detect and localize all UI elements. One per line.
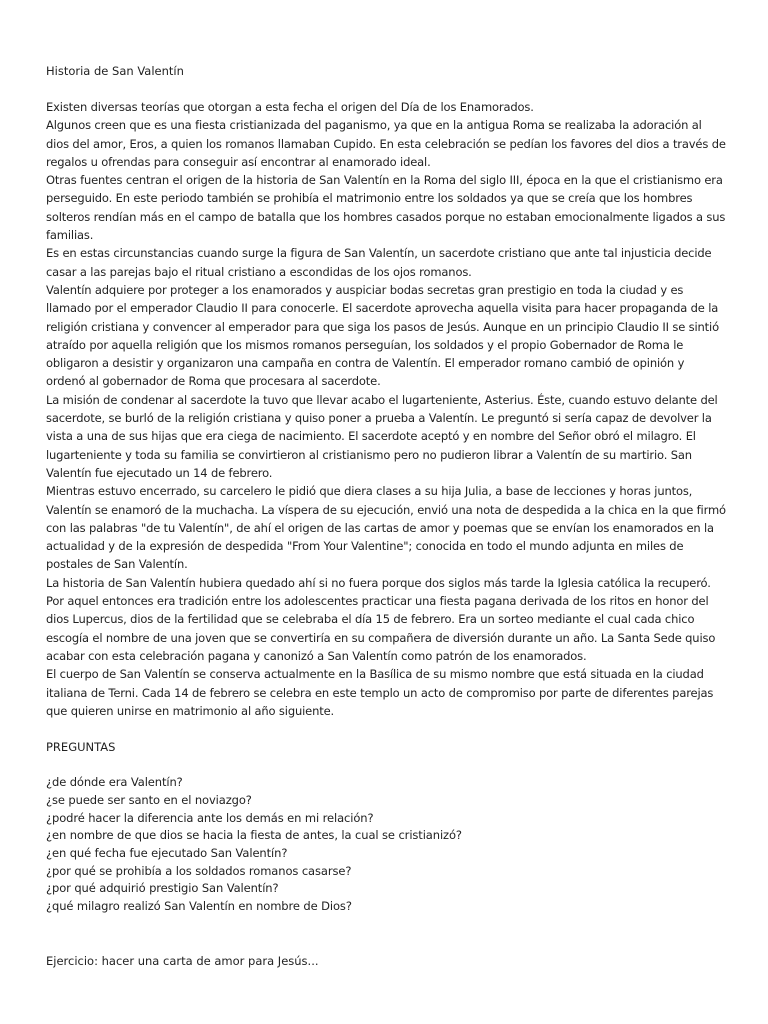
paragraph: Es en estas circunstancias cuando surge la figura de San Valentín, un sacerdote cristiano que ante tal injusticia decide casar a las parejas bajo el ritual cristiano a escondidas de los ojos romanos. [46,246,712,279]
paragraph: Otras fuentes centran el origen de la historia de San Valentín en la Roma del siglo III, época en la que el cristianismo era perseguido. En este periodo también se prohibía el matrimonio entre los soldados ya que se creía que los hombres solteros rendían más en el campo de batalla que los hombres casados porque no estaban emocionalmente ligados a sus familias. [46,173,726,243]
paragraph: Mientras estuvo encerrado, su carcelero le pidió que diera clases a su hija Julia, a base de lecciones y horas juntos, Valentín se enamoró de la muchacha. La víspera de su ejecución, envió una nota de despedida a la chica en la que firmó con las palabras "de tu Valentín", de ahí el origen de las cartas de amor y poemas que se envían los enamorados en la actualidad y de la expresión de despedida "From Your Valentine"; conocida en todo el mundo adjunta en miles de postales de San Valentín. [46,484,726,572]
questions-heading: PREGUNTAS [46,740,116,755]
paragraph: Algunos creen que es una fiesta cristianizada del paganismo, ya que en la antigua Roma se realizaba la adoración al dios del amor, Eros, a quien los romanos llamaban Cupido. En esta celebración se pedían los favores del dios a través de regalos u ofrendas para conseguir así encontrar al enamorado ideal. [46,118,726,169]
document-body [46,98,726,720]
question-item: ¿de dónde era Valentín? [46,775,183,790]
question-item: ¿en nombre de que dios se hacia la fiesta de antes, la cual se cristianizó? [46,828,462,843]
paragraph: Existen diversas teorías que otorgan a esta fecha el origen del Día de los Enamorados. [46,100,534,114]
paragraph: La historia de San Valentín hubiera quedado ahí si no fuera porque dos siglos más tarde la Iglesia católica la recuperó. Por aquel entonces era tradición entre los adolescentes practicar una fiesta pagana derivada de los ritos en honor del dios Lupercus, dios de la fertilidad que se celebraba el día 15 de febrero. Era un sorteo mediante el cual cada chico escogía el nombre de una joven que se convertiría en su compañera de diversión durante un año. La Santa Sede quiso acabar con esta celebración pagana y canonizó a San Valentín como patrón de los enamorados. [46,575,716,663]
questions-list [46,774,726,916]
question-item: ¿qué milagro realizó San Valentín en nombre de Dios? [46,899,352,914]
question-item: ¿en qué fecha fue ejecutado San Valentín? [46,845,288,860]
question-item: ¿por qué adquirió prestigio San Valentín? [46,881,279,896]
document-title: Historia de San Valentín [46,64,184,78]
paragraph: Valentín adquiere por proteger a los enamorados y auspiciar bodas secretas gran prestigio en toda la ciudad y es llamado por el emperador Claudio II para conocerle. El sacerdote aprovecha aquella visita para hacer propaganda de la religión cristiana y convencer al emperador para que siga los pasos de Jesús. Aunque en un principio Claudio II se sintió atraído por aquella religión que los mismos romanos perseguían, los soldados y el propio Gobernador de Roma le obligaron a desistir y organizaron una campaña en contra de Valentín. El emperador romano cambió de opinión y ordenó al gobernador de Roma que procesara al sacerdote. [46,282,719,389]
exercise-line: Ejercicio: hacer una carta de amor para Jesús... [46,953,319,968]
question-item: ¿podré hacer la diferencia ante los demás en mi relación? [46,810,374,825]
paragraph: El cuerpo de San Valentín se conserva actualmente en la Basílica de su mismo nombre que está situada en la ciudad italiana de Terni. Cada 14 de febrero se celebra en este templo un acto de compromiso por parte de diferentes parejas que quieren unirse en matrimonio al año siguiente. [46,667,714,718]
paragraph: La misión de condenar al sacerdote la tuvo que llevar acabo el lugarteniente, Asterius. Éste, cuando estuvo delante del sacerdote, se burló de la religión cristiana y quiso poner a prueba a Valentín. Le preguntó si sería capaz de devolver la vista a una de sus hijas que era ciega de nacimiento. El sacerdote aceptó y en nombre del Señor obró el milagro. El lugarteniente y toda su familia se convirtieron al cristianismo pero no pudieron librar a Valentín de su martirio. San Valentín fue ejecutado un 14 de febrero. [46,392,718,480]
question-item: ¿por qué se prohibía a los soldados romanos casarse? [46,863,352,878]
document-content [46,62,726,970]
question-item: ¿se puede ser santo en el noviazgo? [46,792,252,807]
